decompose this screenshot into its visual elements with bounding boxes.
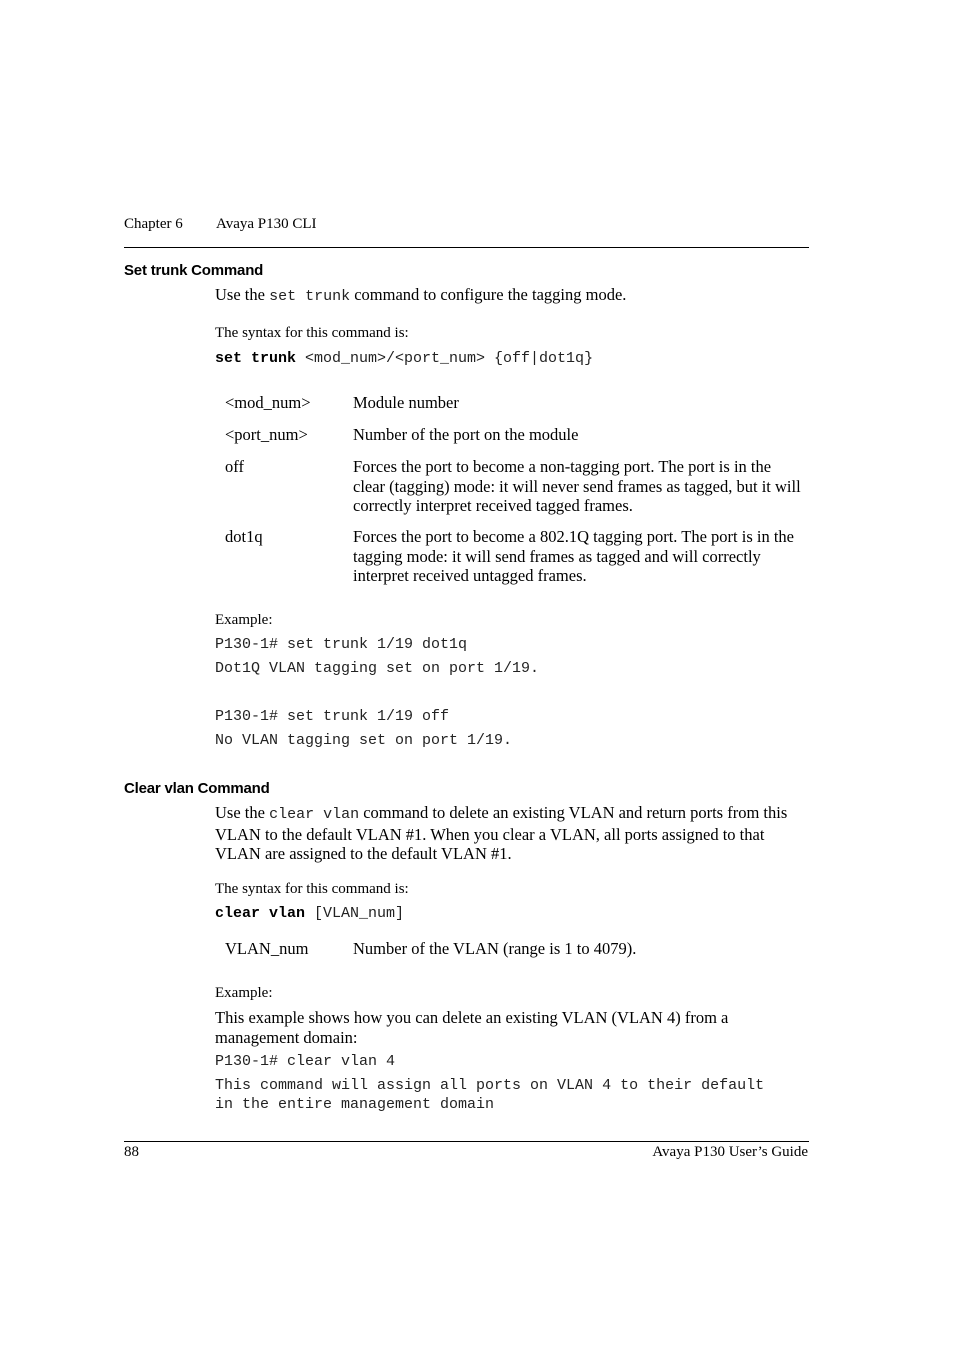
param-description: Forces the port to become a non-tagging port. The port is in the clear (tagging) mode: it will never send frames as tagged, but it will correctly interpret received tagged frames. — [353, 457, 801, 515]
syntax-line — [215, 350, 593, 367]
syntax-command: set trunk — [215, 350, 297, 367]
param-name: <mod_num> — [225, 393, 311, 412]
syntax-arguments: <mod_num>/<port_num> {off|dot1q} — [296, 350, 594, 367]
syntax-line — [215, 905, 404, 922]
code-line: No VLAN tagging set on port 1/19. — [215, 732, 513, 749]
param-name: off — [225, 457, 244, 476]
code-line: This command will assign all ports on VLAN 4 to their default — [215, 1077, 765, 1094]
intro-text-before: Use the — [215, 803, 270, 822]
intro-text-after: command to configure the tagging mode. — [350, 285, 627, 304]
param-name: dot1q — [225, 527, 263, 546]
page-number: 88 — [124, 1144, 139, 1160]
footer-rule — [124, 1141, 809, 1142]
example-description: This example shows how you can delete an existing VLAN (VLAN 4) from a management domain: — [215, 1008, 729, 1047]
code-line: Dot1Q VLAN tagging set on port 1/19. — [215, 660, 540, 677]
intro-inline-code: set trunk — [269, 288, 351, 305]
chapter-label: Chapter 6 — [124, 216, 183, 232]
syntax-label: The syntax for this command is: — [215, 881, 409, 897]
clear-vlan-intro — [215, 803, 810, 864]
param-description: Number of the port on the module — [353, 425, 579, 444]
example-label: Example: — [215, 612, 273, 628]
section-heading-clear-vlan: Clear vlan Command — [124, 780, 270, 797]
code-line: P130-1# set trunk 1/19 dot1q — [215, 636, 468, 653]
syntax-label: The syntax for this command is: — [215, 325, 409, 341]
intro-inline-code: clear vlan — [269, 806, 360, 823]
intro-text-before: Use the — [215, 285, 270, 304]
set-trunk-intro — [215, 285, 810, 307]
param-name: <port_num> — [225, 425, 308, 444]
syntax-command: clear vlan — [215, 905, 306, 922]
param-description: Forces the port to become a 802.1Q tagging port. The port is in the tagging mode: it will send frames as tagged and will correctly interpret received untagged frames. — [353, 527, 794, 585]
chapter-title: Avaya P130 CLI — [216, 216, 317, 232]
param-description: Number of the VLAN (range is 1 to 4079). — [353, 939, 637, 958]
syntax-arguments: [VLAN_num] — [305, 905, 405, 922]
guide-title: Avaya P130 User’s Guide — [652, 1144, 808, 1160]
param-description: Module number — [353, 393, 459, 412]
section-heading-set-trunk: Set trunk Command — [124, 262, 264, 279]
param-name: VLAN_num — [225, 939, 309, 958]
code-line: in the entire management domain — [215, 1096, 495, 1113]
header-rule — [124, 247, 809, 248]
code-line: P130-1# clear vlan 4 — [215, 1053, 396, 1070]
example-label: Example: — [215, 985, 273, 1001]
code-line: P130-1# set trunk 1/19 off — [215, 708, 450, 725]
intro-text-after: command to delete an existing VLAN and return ports from this VLAN to the default VLAN #1. When you clear a VLAN, all ports assigned to that VLAN are assigned to the default VLAN #1. — [215, 803, 788, 863]
